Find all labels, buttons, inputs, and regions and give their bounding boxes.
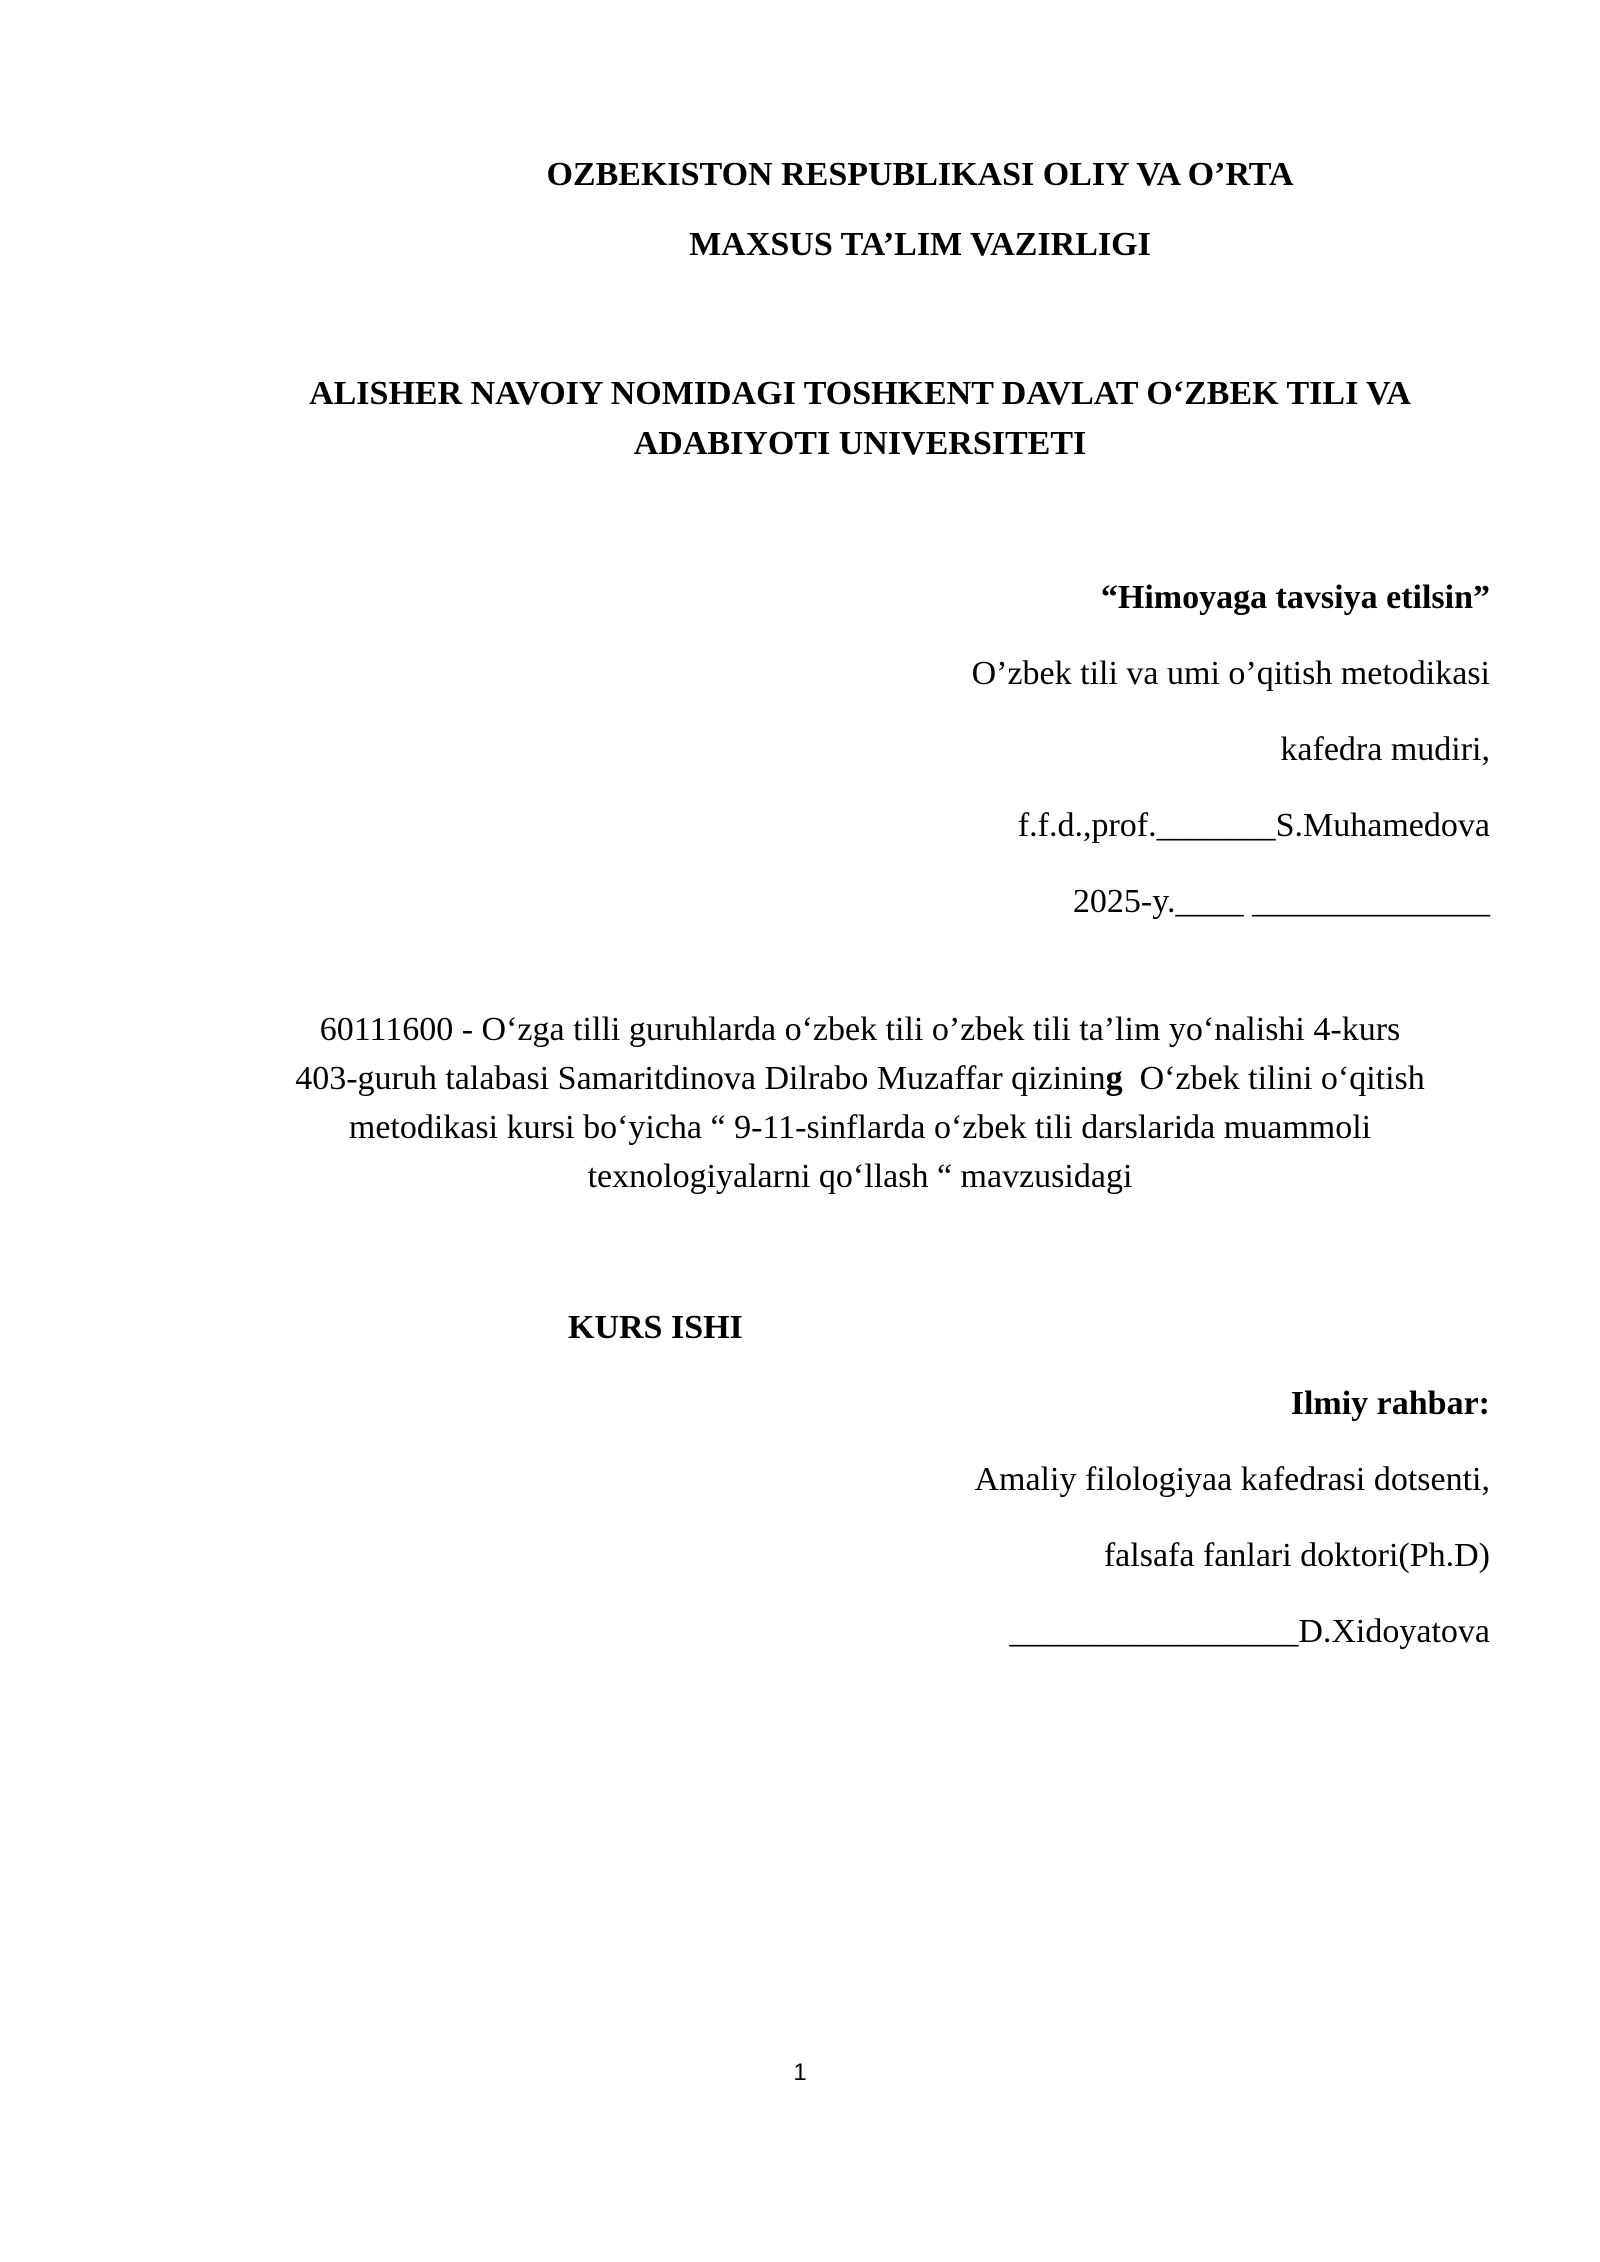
topic-line-2-bold-letter: g [1105, 1060, 1123, 1097]
supervisor-title: Ilmiy rahbar: [1290, 1385, 1490, 1422]
topic-line-3: metodikasi kursi bo‘yicha “ 9-11-sinflarda o‘zbek tili darslarida muammoli [348, 1109, 1372, 1146]
topic-line-1: 60111600 - O‘zga tilli guruhlarda o‘zbek tili o’zbek tili ta’lim yo‘nalishi 4-kurs [319, 1011, 1401, 1048]
page-number: 1 [793, 2059, 807, 2086]
topic-line-4: texnologiyalarni qo‘llash “ mavzusidagi [587, 1158, 1133, 1195]
supervisor-signature: _________________D.Xidoyatova [1009, 1613, 1490, 1650]
university-line-2: ADABIYOTI UNIVERSITETI [633, 425, 1087, 462]
approval-position: kafedra mudiri, [1280, 731, 1490, 768]
university-line-1: ALISHER NAVOIY NOMIDAGI TOSHKENT DAVLAT O‘ZBEK TILI VA [309, 375, 1411, 412]
work-type-title: KURS ISHI [568, 1309, 743, 1346]
approval-date: 2025-y.____ ______________ [1072, 883, 1490, 920]
supervisor-degree: falsafa fanlari doktori(Ph.D) [1103, 1537, 1490, 1574]
supervisor-position: Amaliy filologiyaa kafedrasi dotsenti, [974, 1461, 1490, 1498]
topic-line-2-text: 403-guruh talabasi Samaritdinova Dilrabo Muzaffar qizinin [295, 1060, 1106, 1097]
approval-title: “Himoyaga tavsiya etilsin” [1100, 579, 1490, 616]
approval-department: O’zbek tili va umi o’qitish metodikasi [971, 655, 1490, 692]
ministry-line-1: OZBEKISTON RESPUBLIKASI OLIY VA O’RTA [546, 156, 1294, 193]
ministry-line-2: MAXSUS TA’LIM VAZIRLIGI [689, 226, 1151, 263]
topic-line-2-tail: O‘zbek tilini o‘qitish [1122, 1060, 1425, 1097]
approval-signature: f.f.d.,prof._______S.Muhamedova [1017, 807, 1490, 844]
topic-line-2 [230, 1059, 1490, 1099]
